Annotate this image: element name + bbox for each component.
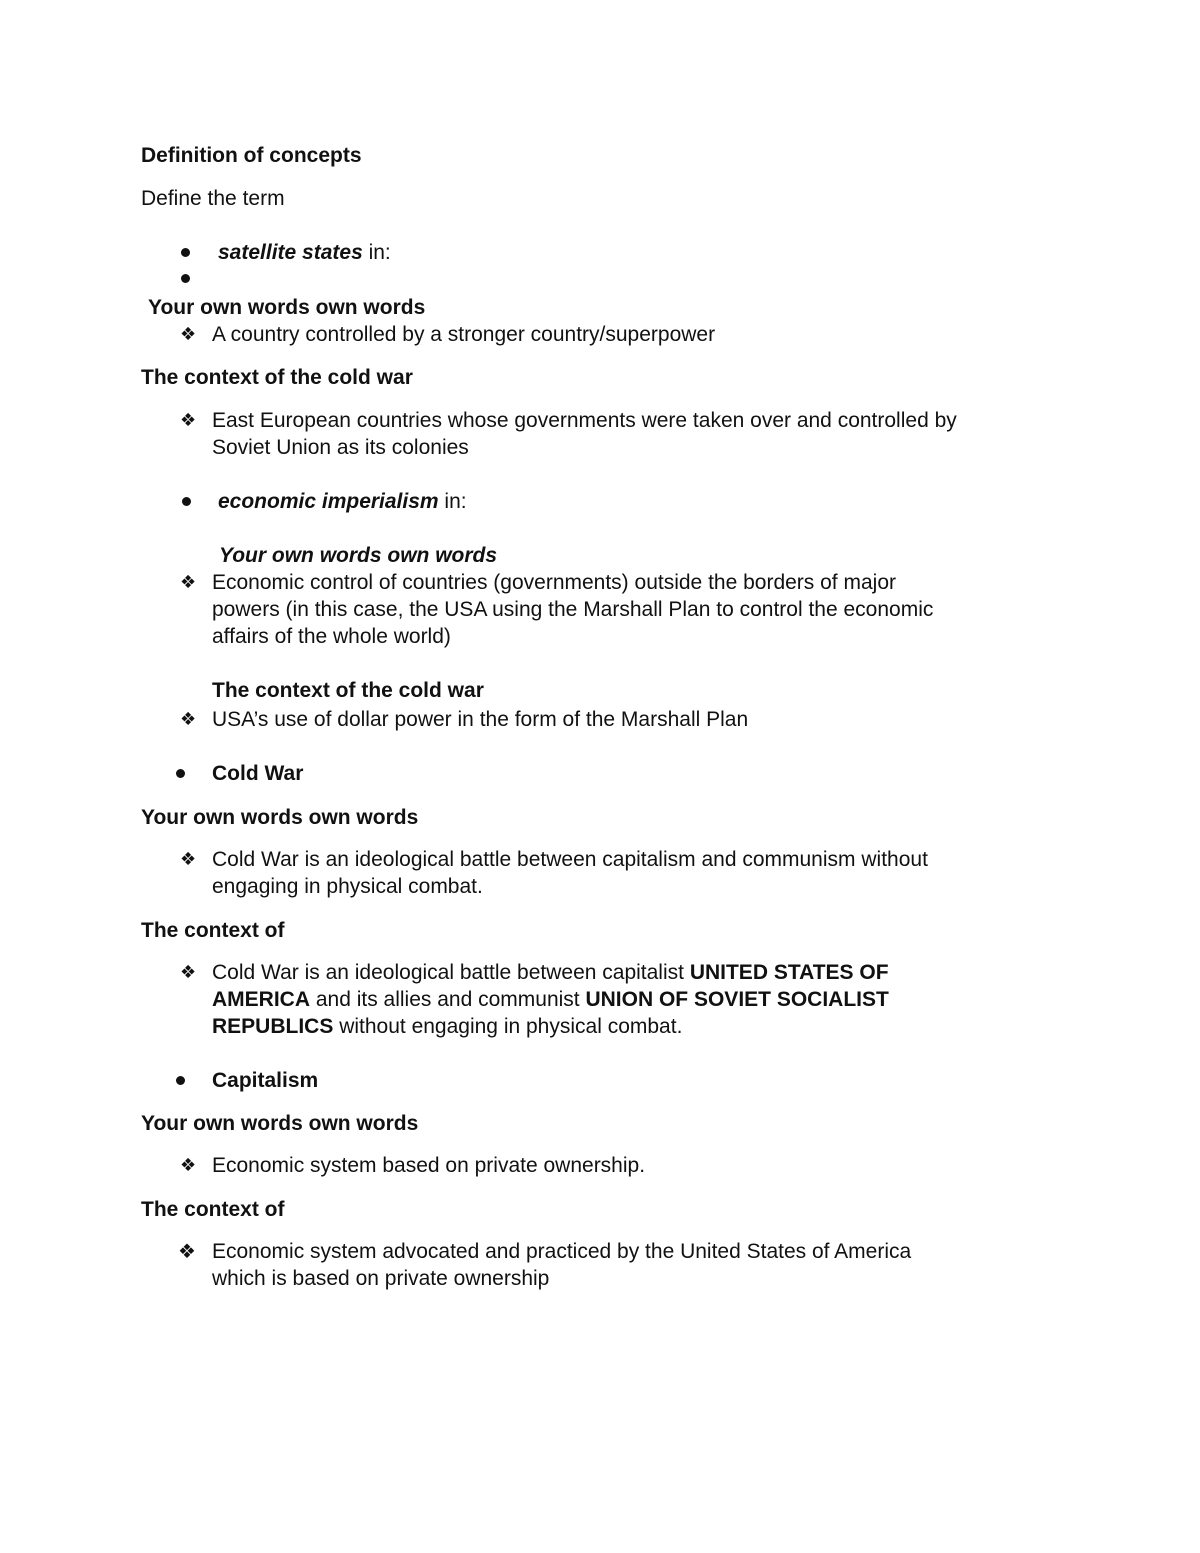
own-words-heading: Your own words own words — [219, 544, 498, 567]
bullet-icon — [176, 1076, 185, 1085]
term-cold-war: Cold War — [212, 762, 304, 785]
context-text-line — [212, 1013, 682, 1040]
bullet-icon — [176, 769, 185, 778]
own-words-text: A country controlled by a stronger country/superpower — [212, 323, 716, 346]
country-name: REPUBLICS — [212, 1015, 334, 1038]
own-words-text-line: Cold War is an ideological battle between capitalism and communism without — [212, 848, 928, 871]
own-words-text: Economic system based on private ownership. — [212, 1154, 646, 1177]
term-label: satellite states — [218, 241, 363, 264]
context-heading: The context of — [141, 919, 285, 942]
own-words-text-line: powers (in this case, the USA using the Marshall Plan to control the economic — [212, 598, 934, 621]
context-text: USA’s use of dollar power in the form of the Marshall Plan — [212, 708, 749, 731]
bullet-icon — [182, 497, 191, 506]
term-capitalism: Capitalism — [212, 1069, 319, 1092]
context-heading: The context of the cold war — [212, 679, 484, 702]
own-words-text-line: engaging in physical combat. — [212, 875, 483, 898]
own-words-heading: Your own words own words — [148, 296, 426, 319]
context-text-part: Cold War is an ideological battle between capitalist — [212, 961, 690, 984]
context-text-line: which is based on private ownership — [212, 1267, 550, 1290]
diamond-bullet-icon: ❖ — [180, 410, 197, 431]
own-words-text-line: Economic control of countries (governments) outside the borders of major — [212, 571, 896, 594]
term-suffix: in: — [438, 490, 467, 513]
diamond-bullet-icon: ❖ — [178, 1239, 196, 1263]
country-name: UNION OF SOVIET SOCIALIST — [585, 988, 889, 1011]
context-text-line: Soviet Union as its colonies — [212, 436, 469, 459]
page-title: Definition of concepts — [141, 144, 362, 167]
diamond-bullet-icon: ❖ — [180, 1155, 197, 1176]
bullet-icon — [181, 274, 190, 283]
term-label: economic imperialism — [218, 490, 439, 513]
bullet-icon — [181, 248, 190, 257]
country-name: UNITED STATES OF — [689, 961, 889, 984]
context-text-line: East European countries whose governments were taken over and controlled by — [212, 409, 957, 432]
diamond-bullet-icon: ❖ — [180, 962, 197, 983]
context-text-part: and its allies and communist — [310, 988, 586, 1011]
context-text-line — [212, 959, 889, 986]
own-words-heading: Your own words own words — [141, 806, 419, 829]
context-heading: The context of — [141, 1198, 285, 1221]
diamond-bullet-icon: ❖ — [180, 572, 197, 593]
intro-text: Define the term — [141, 187, 285, 210]
diamond-bullet-icon: ❖ — [180, 849, 197, 870]
context-text-part: without engaging in physical combat. — [333, 1015, 683, 1038]
term-suffix: in: — [362, 241, 391, 264]
term-economic-imperialism — [218, 488, 467, 515]
own-words-text-line: affairs of the whole world) — [212, 625, 451, 648]
diamond-bullet-icon: ❖ — [180, 324, 197, 345]
context-text-line: Economic system advocated and practiced by the United States of America — [212, 1240, 912, 1263]
diamond-bullet-icon: ❖ — [180, 709, 197, 730]
context-text-line — [212, 986, 889, 1013]
context-heading: The context of the cold war — [141, 366, 413, 389]
own-words-heading: Your own words own words — [141, 1112, 419, 1135]
country-name: AMERICA — [212, 988, 310, 1011]
term-satellite-states — [218, 239, 391, 266]
